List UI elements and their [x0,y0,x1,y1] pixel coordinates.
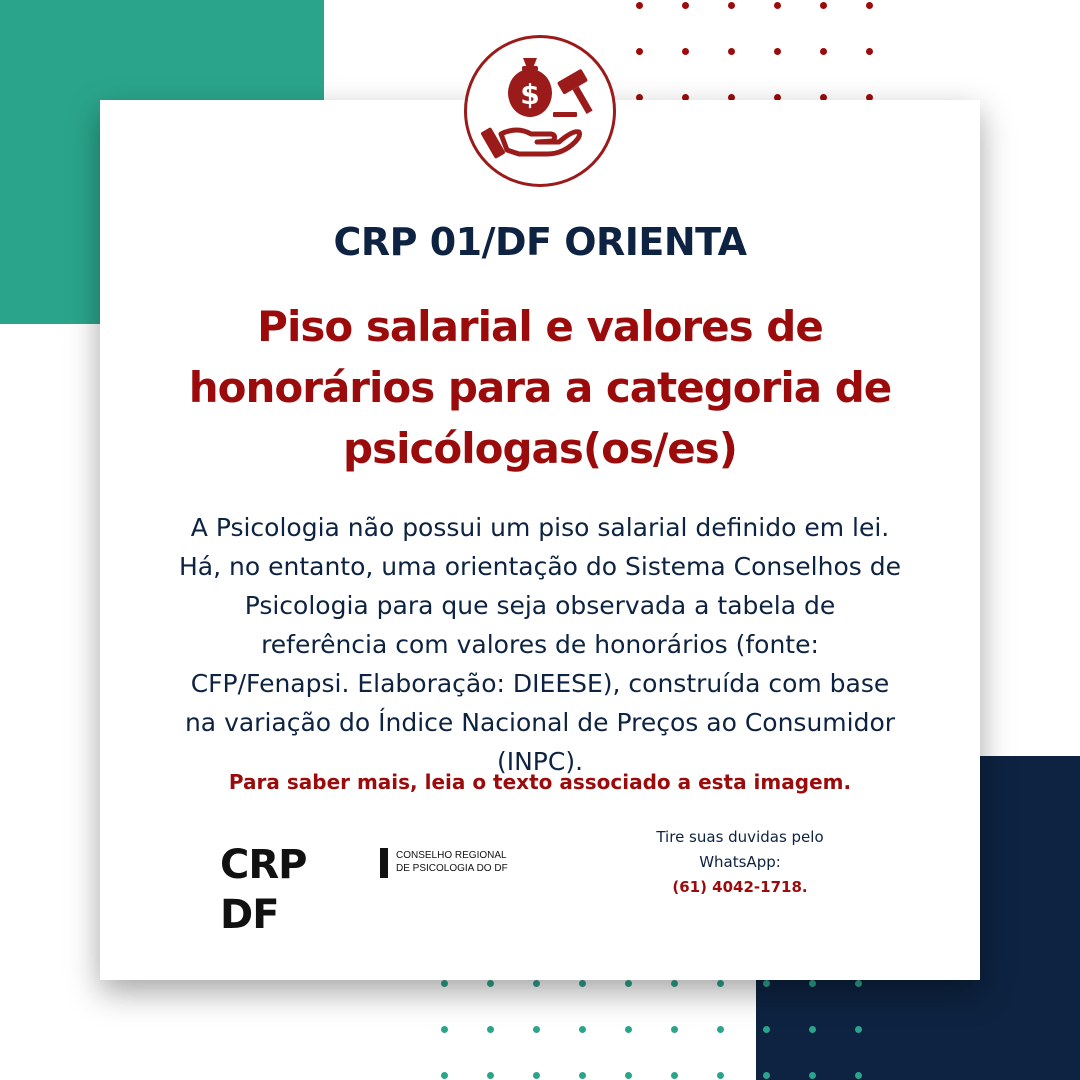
bag-symbol: $ [520,78,540,111]
contact-line: Tire suas duvidas pelo [656,828,824,846]
title-line: honorários para a categoria de [188,363,892,412]
logo-bar [380,848,388,878]
whatsapp-phone-number[interactable]: (61) 4042-1718. [672,878,808,896]
emblem [464,35,616,187]
decorative-dot [809,980,816,987]
decorative-dot [487,1026,494,1033]
decorative-dot [682,48,689,55]
body-line: (INPC). [496,747,584,776]
body-line: Psicologia para que seja observada a tabela de [244,591,836,620]
decorative-dot [441,980,448,987]
decorative-dot [763,980,770,987]
decorative-dot [579,980,586,987]
decorative-dot [579,1026,586,1033]
decorative-dot [820,2,827,9]
body-line: na variação do Índice Nacional de Preços ao Consumidor [184,708,896,737]
body-line: Há, no entanto, uma orientação do Sistema Conselhos de [179,552,901,581]
content-card [100,78,980,980]
decorative-dot [866,48,873,55]
decorative-dot [487,1072,494,1079]
decorative-dot [625,1072,632,1079]
decorative-dot [763,1072,770,1079]
decorative-dot [728,48,735,55]
decorative-dot [774,48,781,55]
decorative-dot [774,2,781,9]
decorative-dot [855,1026,862,1033]
body-line: A Psicologia não possui um piso salarial definido em lei. [190,513,890,542]
decorative-dot [809,1026,816,1033]
decorative-dot [636,48,643,55]
decorative-dot [763,1026,770,1033]
decorative-dot [625,980,632,987]
decorative-dot [625,1026,632,1033]
decorative-dot [855,1072,862,1079]
decorative-dot [636,2,643,9]
decorative-dot [671,1026,678,1033]
decorative-dot [866,2,873,9]
title-line: Piso salarial e valores de [257,302,823,351]
logo-subtitle-line: CONSELHO REGIONAL [396,850,507,861]
decorative-dot [682,2,689,9]
decorative-dot [717,1072,724,1079]
decorative-dot [717,1026,724,1033]
contact-line: WhatsApp: [699,853,781,871]
body-line: referência com valores de honorários (fonte: [261,630,819,659]
decorative-dot [671,1072,678,1079]
money-bag-gavel-hand-icon [467,38,613,184]
decorative-dot [533,1072,540,1079]
decorative-dot [487,980,494,987]
decorative-dot [441,1072,448,1079]
decorative-dot [441,1026,448,1033]
decorative-dot [809,1072,816,1079]
decorative-dot [820,48,827,55]
call-to-action: Para saber mais, leia o texto associado a esta imagem. [228,770,852,794]
body-line: CFP/Fenapsi. Elaboração: DIEESE), construída com base [190,669,890,698]
page-title [140,296,940,479]
logo-subtitle-line: DE PSICOLOGIA DO DF [396,863,508,874]
body-paragraph [130,508,950,781]
decorative-dot [728,2,735,9]
decorative-dot [717,980,724,987]
whatsapp-contact [620,825,860,900]
decorative-dot [533,980,540,987]
decorative-dot [671,980,678,987]
title-line: psicólogas(os/es) [343,424,737,473]
logo-subtitle [396,849,536,875]
decorative-dot [855,980,862,987]
decorative-dot [579,1072,586,1079]
page-kicker: CRP 01/DF ORIENTA [333,220,747,264]
decorative-dot [533,1026,540,1033]
logo-mark: CRP DF [220,842,307,938]
